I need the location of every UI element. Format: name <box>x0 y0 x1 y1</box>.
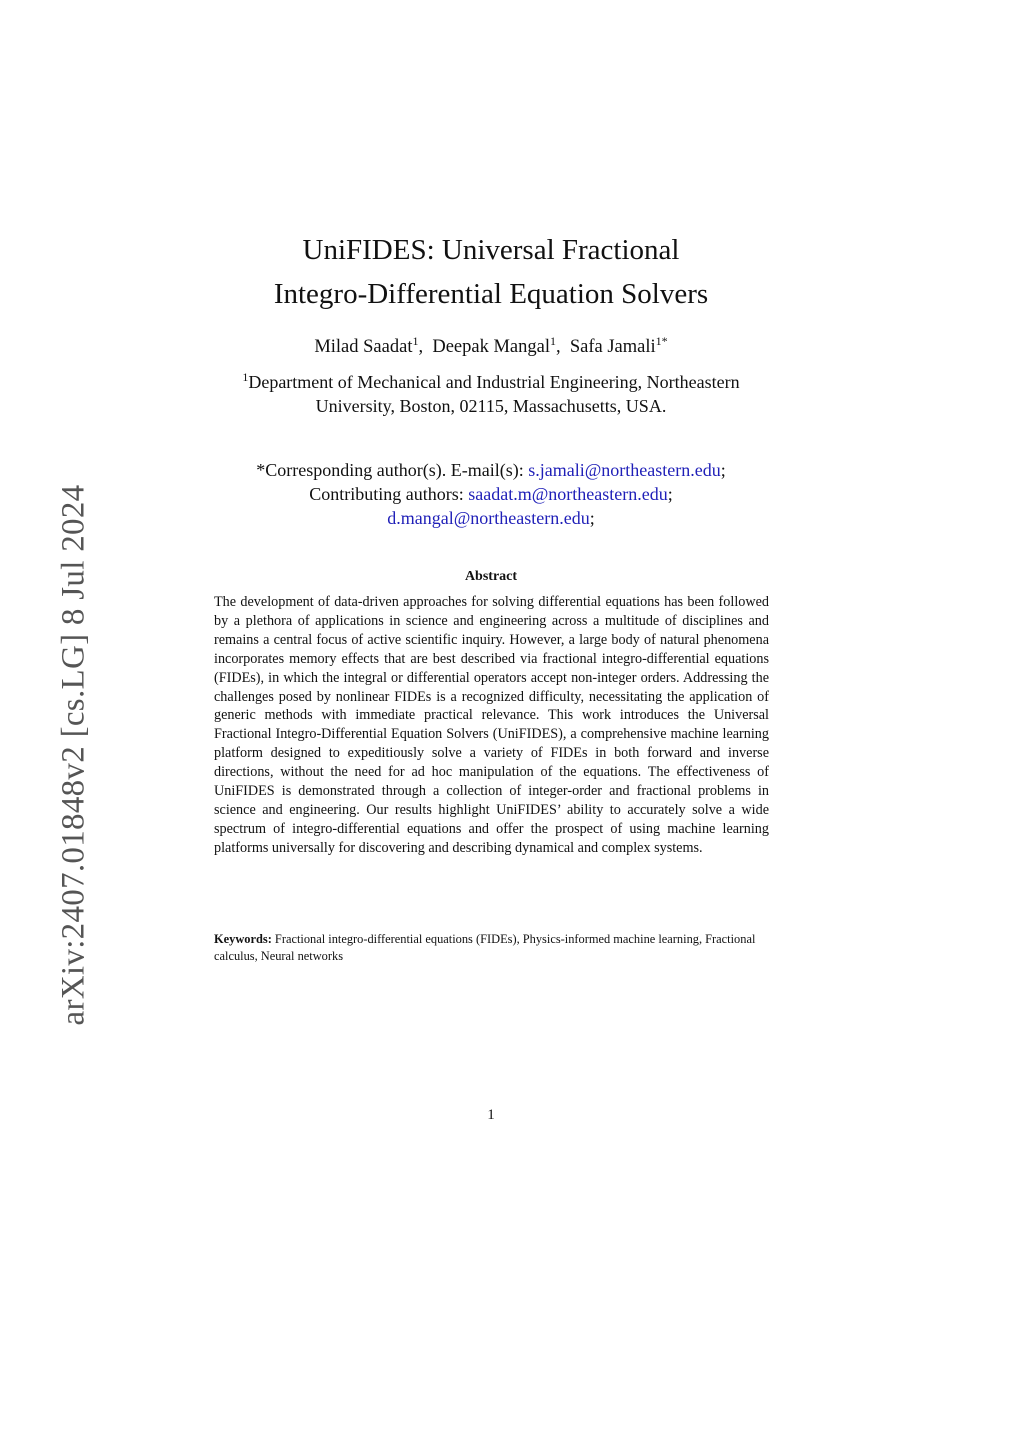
corresponding-author-line: *Corresponding author(s). E-mail(s): s.jamali@northeastern.edu; <box>256 460 726 480</box>
contributing-email-line-2: d.mangal@northeastern.edu; <box>387 508 595 528</box>
paper-title <box>0 228 982 316</box>
affiliation <box>0 370 982 418</box>
corresponding-email-link[interactable]: s.jamali@northeastern.edu <box>528 460 721 480</box>
contributing-label: Contributing authors: <box>309 484 469 504</box>
affiliation-line-2: University, Boston, 02115, Massachusetts, USA. <box>315 396 667 416</box>
abstract-heading: Abstract <box>464 569 518 584</box>
affiliation-mark: 1 <box>242 370 249 384</box>
contributing-email-link-1[interactable]: saadat.m@northeastern.edu <box>468 484 668 504</box>
keywords-text: Fractional integro-differential equations (FIDEs), Physics-informed machine learning, Fractional calculus, Neural networks <box>214 932 756 963</box>
keywords-label: Keywords: <box>214 932 272 946</box>
contributing-email-link-2[interactable]: d.mangal@northeastern.edu <box>387 508 590 528</box>
author-affiliation-mark: 1* <box>655 334 668 348</box>
page-number: 1 <box>487 1107 495 1123</box>
author-affiliation-mark: 1 <box>412 334 419 348</box>
title-line-2: Integro-Differential Equation Solvers <box>273 278 709 310</box>
title-line-1: UniFIDES: Universal Fractional <box>302 234 680 266</box>
arxiv-identifier-stamp: arXiv:2407.01848v2 [cs.LG] 8 Jul 2024 <box>55 484 92 1026</box>
contributing-authors-line: Contributing authors: saadat.m@northeastern.edu; <box>309 484 673 504</box>
author-name: Milad Saadat <box>314 337 413 357</box>
author-name: Safa Jamali <box>569 337 656 357</box>
author-name: Deepak Mangal <box>432 337 550 357</box>
correspondence-block <box>0 458 982 530</box>
affiliation-line-1: $^1$Department of Mechanical and Industrial Engineering, Northeastern <box>242 370 740 392</box>
corresponding-label: *Corresponding author(s). E-mail(s): <box>256 460 529 480</box>
author-affiliation-mark: 1 <box>549 334 556 348</box>
abstract-text: The development of data-driven approaches for solving differential equations has been followed by a plethora of applications in science and engineering across a multitude of disciplines and remains a central focus of active scientific inquiry. However, a large body of natural phenomena incorporates memory effects that are best described via fractional integro-differential equations (FIDEs), in which the integral or differential operators accept non-integer orders. Addressing the challenges posed by nonlinear FIDEs is a recognized difficulty, necessitating the application of generic methods with immediate practical relevance. This work introduces the Universal Fractional Integro-Differential Equation Solvers (UniFIDES), a comprehensive machine learning platform designed to expeditiously solve a variety of FIDEs in both forward and inverse directions, without the need for ad hoc manipulation of the equations. The effectiveness of UniFIDES is demonstrated through a collection of integer-order and fractional problems in science and engineering. Our results highlight UniFIDES’ ability to accurately solve a wide spectrum of integro-differential equations and offer the prospect of using machine learning platforms universally for discovering and describing dynamical and complex systems. <box>214 594 769 856</box>
author-list: Milad Saadat$^1$, Deepak Mangal$^1$, Safa Jamali$^{1*}$ <box>314 334 668 357</box>
keywords-block <box>214 931 769 964</box>
